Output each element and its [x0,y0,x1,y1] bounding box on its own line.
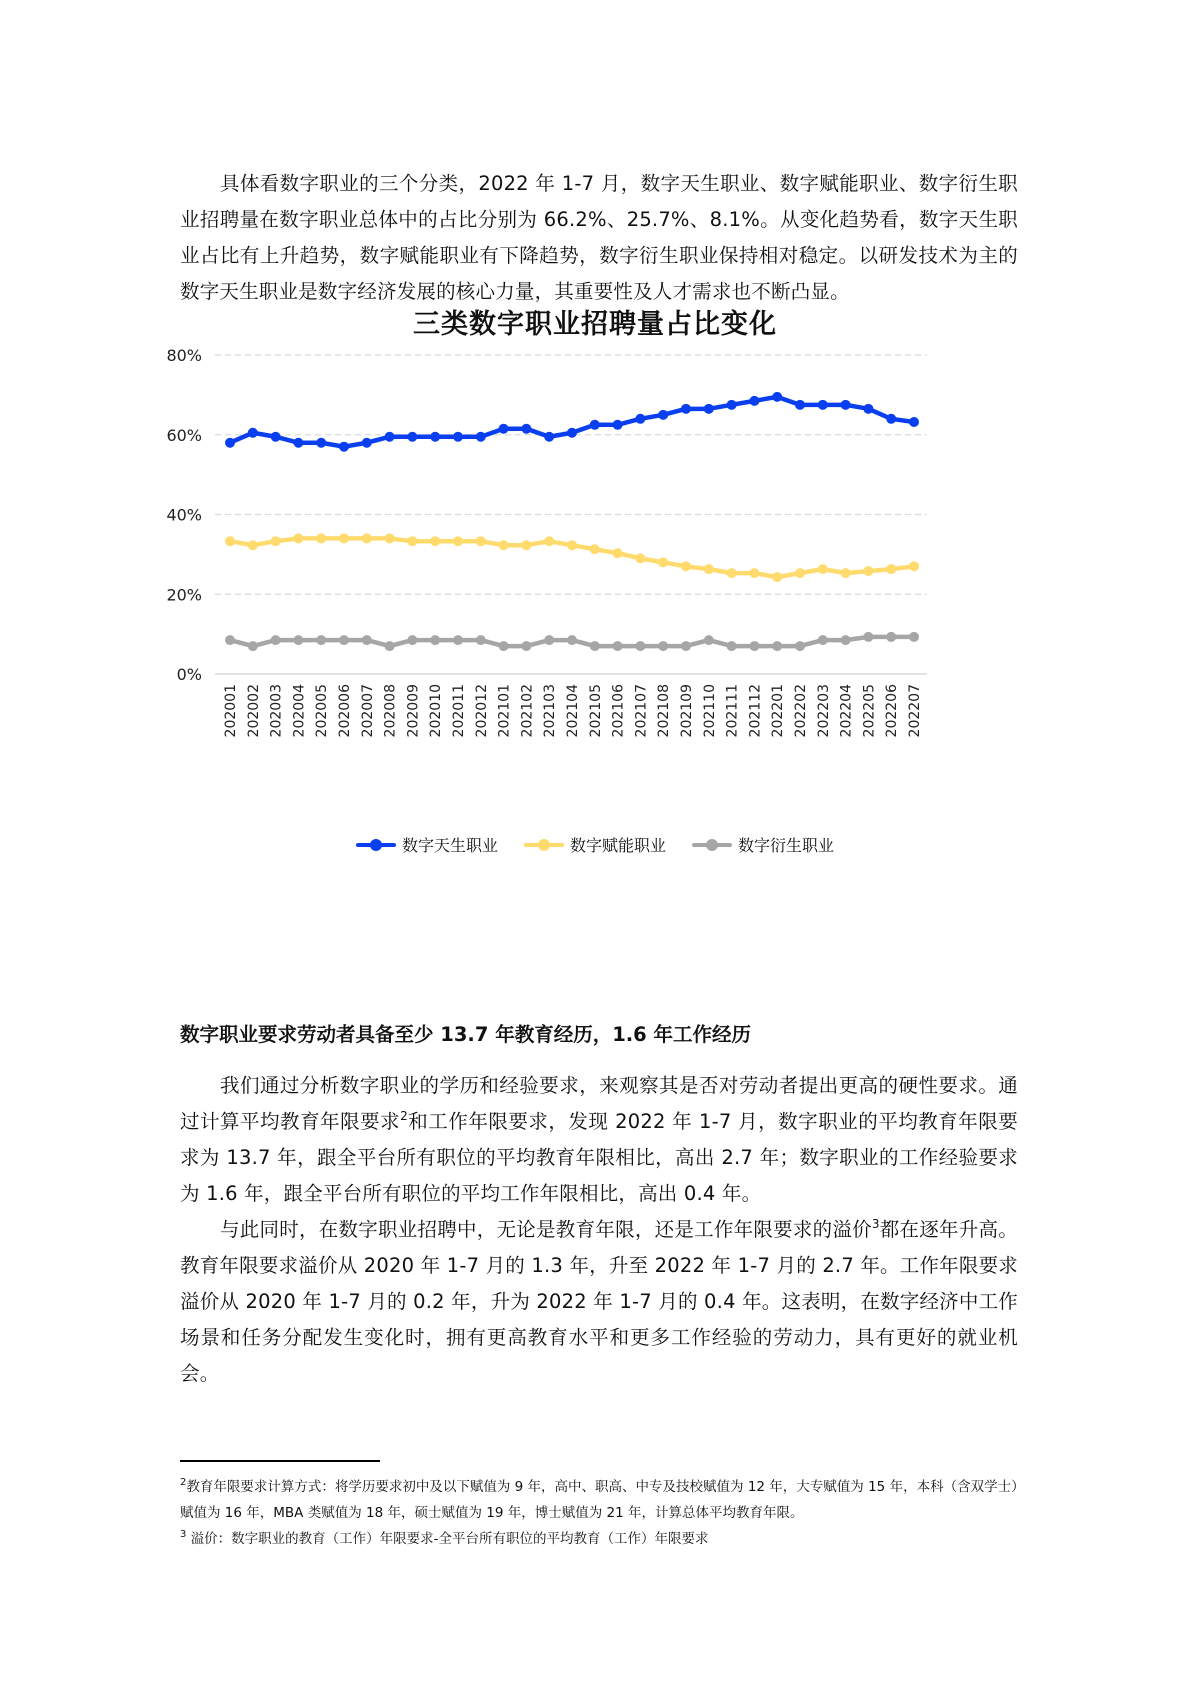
data-point [225,536,235,546]
y-tick-label: 60% [166,425,202,445]
data-point [772,641,782,651]
legend-label: 数字赋能职业 [569,836,666,855]
x-tick-label: 202008 [382,684,399,738]
legend-item-enabled [524,833,666,856]
legend-swatch-native-icon [356,839,396,851]
chart-title: 三类数字职业招聘量占比变化 [413,309,777,340]
x-tick-label: 202105 [587,684,604,738]
x-tick-label: 202006 [337,684,353,738]
legend-item-native [356,833,498,856]
legend-swatch-enabled-icon [524,839,564,851]
footnote-number: 2 [180,1477,187,1488]
data-point [521,424,531,434]
line-chart [160,340,960,760]
data-point [886,414,896,424]
data-point [362,533,372,543]
x-tick-label: 202003 [268,684,285,738]
data-point [590,641,600,651]
data-point [407,635,417,645]
legend-swatch-derived-icon [692,839,732,851]
data-point [430,635,440,645]
data-point [818,400,828,410]
footnote-number: 3 [180,1529,187,1540]
data-point [248,540,258,550]
data-point [407,536,417,546]
x-tick-label: 202205 [861,684,878,738]
x-tick-label: 202110 [701,684,718,738]
data-point [567,635,577,645]
footnote-3 [180,1526,1018,1552]
data-point [544,536,554,546]
data-point [271,635,281,645]
data-point [385,432,395,442]
x-tick-label: 202103 [542,684,559,738]
series-line [230,397,914,447]
data-point [886,632,896,642]
legend-label: 数字天生职业 [401,836,498,855]
data-point [613,420,623,430]
footnote-text: 溢价：数字职业的教育（工作）年限要求-全平台所有职位的平均教育（工作）年限要求 [186,1531,709,1547]
x-tick-label: 202002 [245,684,262,738]
x-tick-label: 202107 [633,684,650,738]
y-tick-label: 0% [176,665,202,684]
data-point [499,540,509,550]
data-point [316,438,326,448]
chart-legend [0,833,1190,856]
data-point [681,561,691,571]
data-point [316,635,326,645]
data-point [499,641,509,651]
x-tick-label: 202001 [223,684,239,738]
intro-paragraph: 具体看数字职业的三个分类，2022 年 1-7 月，数字天生职业、数字赋能职业、数字衍生职业招聘量在数字职业总体中的占比分别为 66.2%、25.7%、8.1%。从变化趋势看，数字天生职业占比有上升趋势，数字赋能职业有下降趋势，数字衍生职业保持相对稳定。以研发技术为主的数字天生职业是数字经济发展的核心力量，其重要性及人才需求也不断凸显。 [180,171,1018,303]
x-tick-label: 202207 [907,684,923,738]
x-tick-label: 202011 [451,684,467,738]
data-point [453,432,463,442]
data-point [521,540,531,550]
footnote-divider [180,1460,380,1462]
data-point [248,641,258,651]
data-point [727,400,737,410]
data-point [248,428,258,438]
footnote-2 [180,1474,1018,1526]
data-point [658,641,668,651]
data-point [430,432,440,442]
section-heading: 数字职业要求劳动者具备至少 13.7 年教育经历，1.6 年工作经历 [180,1023,752,1046]
data-point [271,536,281,546]
footnote-ref-2[interactable]: 2 [400,1108,408,1123]
data-point [567,540,577,550]
data-point [772,392,782,402]
data-point [407,432,417,442]
y-tick-label: 80% [166,346,202,365]
data-point [727,568,737,578]
footnote-ref-3[interactable]: 3 [871,1216,880,1231]
data-point [635,641,645,651]
data-point [841,400,851,410]
text: 我们通过分析数字职业的学历和经验要求，来观察其是否对劳动者提出更高的硬性要求。通过计算平均教育年限要求 [180,1073,1018,1133]
legend-label: 数字衍生职业 [738,836,835,855]
data-point [749,641,759,651]
x-tick-label: 202201 [770,684,787,738]
data-point [544,635,554,645]
data-point [681,404,691,414]
data-point [704,635,714,645]
data-point [841,635,851,645]
data-point [271,432,281,442]
data-point [772,572,782,582]
x-tick-label: 202111 [724,684,741,738]
data-point [590,544,600,554]
data-point [909,417,919,427]
x-tick-label: 202007 [359,684,376,738]
data-point [658,557,668,567]
footnote-text: 教育年限要求计算方式：将学历要求初中及以下赋值为 9 年，高中、职高、中专及技校赋值为 12 年，大专赋值为 15 年，本科（含双学士）赋值为 16 年，MBA 类赋值为 18 年，硕士赋值为 19 年，博士赋值为 21 年，计算总体平均教育年限。 [180,1479,1018,1521]
data-point [863,632,873,642]
data-point [863,404,873,414]
data-point [635,414,645,424]
data-point [430,536,440,546]
y-tick-label: 40% [166,505,202,525]
data-point [749,396,759,406]
x-tick-label: 202206 [884,684,901,738]
x-tick-label: 202109 [679,684,695,738]
data-point [316,533,326,543]
x-tick-label: 202112 [747,684,764,738]
text: 和工作年限要求，发现 2022 年 1-7 月，数字职业的平均教育年限要求为 13.7 年，跟全平台所有职位的平均教育年限相比，高出 2.7 年；数字职业的工作经验要求为 1.6 年，跟全平台所有职位的平均工作年限相比，高出 0.4 年。 [180,1109,1018,1205]
data-point [909,561,919,571]
data-point [362,438,372,448]
data-point [339,533,349,543]
data-point [704,404,714,414]
data-point [293,635,303,645]
data-point [795,400,805,410]
data-point [499,424,509,434]
x-tick-label: 202106 [610,684,627,738]
data-point [339,442,349,452]
data-point [704,564,714,574]
data-point [544,432,554,442]
x-tick-label: 202108 [656,684,673,738]
premium-paragraph [180,1212,1018,1392]
footnotes [180,1474,1018,1552]
data-point [613,641,623,651]
data-point [476,536,486,546]
data-point [909,632,919,642]
data-point [635,553,645,563]
education-paragraph [180,1068,1018,1212]
x-tick-label: 202012 [473,684,490,738]
y-tick-label: 20% [166,585,202,605]
data-point [795,641,805,651]
text: 与此同时，在数字职业招聘中，无论是教育年限，还是工作年限要求的溢价 [220,1217,872,1241]
data-point [863,566,873,576]
data-point [339,635,349,645]
data-point [362,635,372,645]
data-point [225,635,235,645]
data-point [613,548,623,558]
x-tick-label: 202101 [496,684,513,738]
x-tick-label: 202009 [405,684,422,738]
data-point [225,438,235,448]
data-point [476,635,486,645]
text: 都在逐年升高。教育年限要求溢价从 2020 年 1-7 月的 1.3 年，升至 2022 年 1-7 月的 2.7 年。工作年限要求溢价从 2020 年 1-7 月的 0.2 年，升为 2022 年 1-7 月的 0.4 年。这表明，在数字经济中工作场景和任务分配发生变化时，拥有更高教育水平和更多工作经验的劳动力，具有更好的就业机会。 [180,1217,1018,1385]
data-point [385,641,395,651]
x-tick-label: 202004 [291,684,308,738]
data-point [293,533,303,543]
data-point [293,438,303,448]
data-point [749,568,759,578]
data-point [385,533,395,543]
data-point [658,410,668,420]
x-tick-label: 202204 [838,684,855,738]
legend-item-derived [692,833,834,856]
x-tick-label: 202005 [314,684,331,738]
x-tick-label: 202203 [815,684,832,738]
data-point [841,568,851,578]
data-point [476,432,486,442]
data-point [453,635,463,645]
data-point [521,641,531,651]
data-point [795,568,805,578]
data-point [886,564,896,574]
x-tick-label: 202202 [793,684,809,738]
data-point [818,635,828,645]
data-point [590,420,600,430]
x-tick-label: 202104 [565,684,581,738]
data-point [818,564,828,574]
x-tick-label: 202102 [519,684,536,738]
x-tick-label: 202010 [428,684,445,738]
data-point [727,641,737,651]
data-point [681,641,691,651]
data-point [453,536,463,546]
data-point [567,428,577,438]
